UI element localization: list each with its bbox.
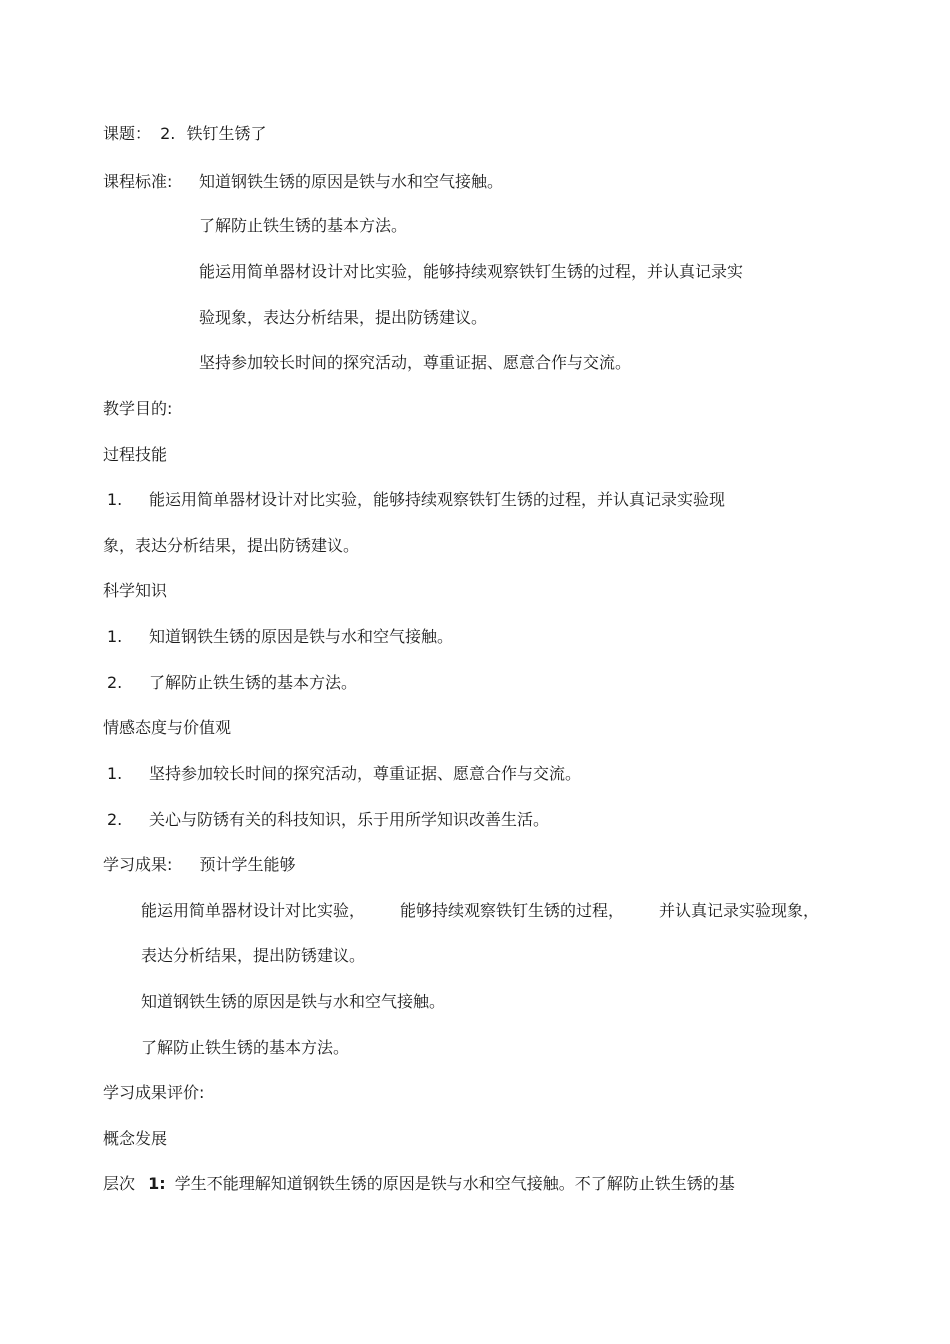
- attitude-item-1: [107, 764, 581, 784]
- level-number: 1:: [148, 1174, 166, 1193]
- item-number: 1.: [107, 490, 123, 509]
- objectives-heading: 教学目的:: [103, 399, 173, 418]
- standards-label: 课程标准:: [103, 172, 173, 191]
- standard-item: 知道钢铁生锈的原因是铁与水和空气接触。: [199, 172, 504, 191]
- attitude-item-2: [107, 810, 549, 830]
- item-text: 关心与防锈有关的科技知识，乐于用所学知识改善生活。: [149, 810, 550, 829]
- science-knowledge-heading: 科学知识: [103, 581, 168, 600]
- attitude-values-heading: 情感态度与价值观: [103, 718, 232, 737]
- lesson-title-number: 2.: [160, 124, 176, 143]
- standard-item: 了解防止铁生锈的基本方法。: [199, 216, 408, 235]
- level-1-line: [103, 1174, 735, 1194]
- outcomes-label: 学习成果:: [103, 855, 173, 874]
- process-skills-heading: 过程技能: [103, 445, 168, 464]
- outcomes-intro: 预计学生能够: [199, 855, 296, 874]
- lesson-title-text: 铁钉生锈了: [186, 124, 267, 143]
- item-text: 知道钢铁生锈的原因是铁与水和空气接触。: [149, 627, 454, 646]
- item-text: 了解防止铁生锈的基本方法。: [149, 673, 358, 692]
- evaluation-heading: 学习成果评价:: [103, 1083, 205, 1102]
- outcome-part: 能运用简单器材设计对比实验，: [141, 901, 366, 920]
- outcome-part: 并认真记录实验现象，: [659, 901, 820, 920]
- process-item-1-continuation: 象，表达分析结果，提出防锈建议。: [103, 536, 360, 555]
- level-label: 层次: [103, 1174, 136, 1193]
- process-item-1: [107, 490, 725, 510]
- outcome-item-1: [141, 901, 819, 921]
- item-number: 1.: [107, 627, 123, 646]
- level-text: 学生不能理解知道钢铁生锈的原因是铁与水和空气接触。不了解防止铁生锈的基: [174, 1174, 735, 1193]
- lesson-title: [103, 124, 266, 144]
- outcomes-line: [103, 855, 296, 875]
- outcome-item-2: 知道钢铁生锈的原因是铁与水和空气接触。: [141, 992, 446, 1011]
- standard-item: 能运用简单器材设计对比实验，能够持续观察铁钉生锈的过程，并认真记录实: [199, 262, 744, 281]
- outcome-item-3: 了解防止铁生锈的基本方法。: [141, 1038, 350, 1057]
- item-number: 1.: [107, 764, 123, 783]
- item-text: 坚持参加较长时间的探究活动，尊重证据、愿意合作与交流。: [149, 764, 582, 783]
- item-number: 2.: [107, 810, 123, 829]
- standard-item: 验现象，表达分析结果，提出防锈建议。: [199, 308, 488, 327]
- science-item-2: [107, 673, 357, 693]
- item-number: 2.: [107, 673, 123, 692]
- concept-development-heading: 概念发展: [103, 1129, 168, 1148]
- item-text: 能运用简单器材设计对比实验，能够持续观察铁钉生锈的过程，并认真记录实验现: [149, 490, 726, 509]
- standard-item: 坚持参加较长时间的探究活动，尊重证据、愿意合作与交流。: [199, 353, 632, 372]
- science-item-1: [107, 627, 453, 647]
- outcome-part: 能够持续观察铁钉生锈的过程，: [400, 901, 625, 920]
- lesson-title-label: 课题：: [103, 124, 152, 143]
- outcome-item-1-continuation: 表达分析结果，提出防锈建议。: [141, 946, 366, 965]
